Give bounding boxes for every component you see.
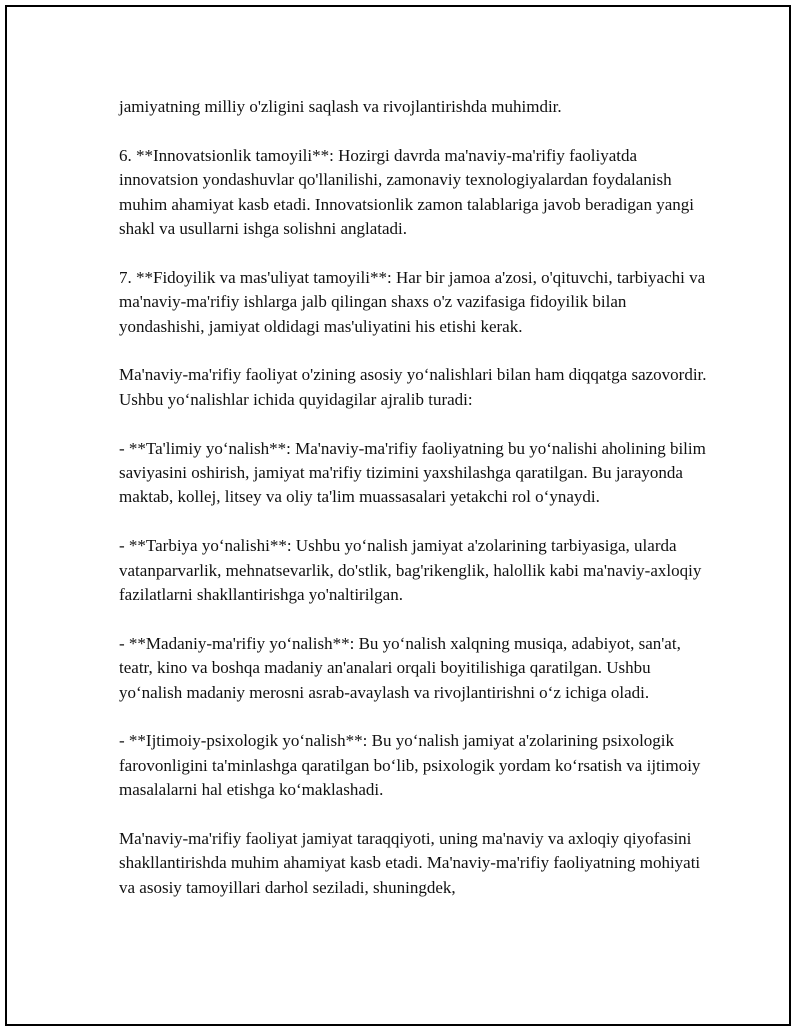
paragraph-social-psychological-direction: - **Ijtimoiy-psixologik yo‘nalish**: Bu yo‘nalish jamiyat a'zolarining psixologik farovonligini ta'minlashga qaratilgan bo‘lib, psixologik yordam ko‘rsatish va ijtimoiy masalalarni hal etishga ko‘maklashadi. [119, 731, 701, 800]
paragraph-directions-intro: Ma'naviy-ma'rifiy faoliyat o'zining asosiy yo‘nalishlari bilan ham diqqatga sazovordir. Ushbu yo‘nalishlar ichida quyidagilar ajralib turadi: [119, 365, 707, 409]
document-body [119, 95, 709, 925]
paragraph-continuation: jamiyatning milliy o'zligini saqlash va rivojlantirishda muhimdir. [119, 97, 562, 116]
paragraph-conclusion: Ma'naviy-ma'rifiy faoliyat jamiyat taraqqiyoti, uning ma'naviy va axloqiy qiyofasini shakllantirishda muhim ahamiyat kasb etadi. Ma'naviy-ma'rifiy faoliyatning mohiyati va asosiy tamoyillari darhol seziladi, shuningdek, [119, 829, 701, 897]
paragraph-dedication-principle: 7. **Fidoyilik va mas'uliyat tamoyili**: Har bir jamoa a'zosi, o'qituvchi, tarbiyachi va ma'naviy-ma'rifiy ishlarga jalb qilingan shaxs o'z vazifasiga fidoyilik bilan yondashishi, jamiyat oldidagi mas'uliyatini his etishi kerak. [119, 267, 706, 336]
paragraph-educational-direction: - **Ta'limiy yo‘nalish**: Ma'naviy-ma'rifiy faoliyatning bu yo‘nalishi aholining bilim saviyasini oshirish, jamiyat ma'rifiy tizimini yaxshilashga qaratilgan. Bu jarayonda maktab, kollej, litsey va oliy ta'lim muassasalari yetakchi rol o‘ynaydi. [119, 438, 706, 507]
document-page [5, 5, 791, 1026]
paragraph-cultural-direction: - **Madaniy-ma'rifiy yo‘nalish**: Bu yo‘nalish xalqning musiqa, adabiyot, san'at, teatr, kino va boshqa madaniy an'analari orqali boyitilishiga qaratilgan. Ushbu yo‘nalish madaniy merosni asrab-avaylash va rivojlantirishni o‘z ichiga oladi. [119, 633, 681, 702]
paragraph-upbringing-direction: - **Tarbiya yo‘nalishi**: Ushbu yo‘nalish jamiyat a'zolarining tarbiyasiga, ularda vatanparvarlik, mehnatsevarlik, do'stlik, bag'rikenglik, halollik kabi ma'naviy-axloqiy fazilatlarni shakllantirishga yo'naltirilgan. [119, 536, 702, 605]
paragraph-innovation-principle: 6. **Innovatsionlik tamoyili**: Hozirgi davrda ma'naviy-ma'rifiy faoliyatda innovatsion yondashuvlar qo'llanilishi, zamonaviy texnologiyalardan foydalanish muhim ahamiyat kasb etadi. Innovatsionlik zamon talablariga javob beradigan yangi shakl va usullarni ishga solishni anglatadi. [119, 145, 694, 239]
